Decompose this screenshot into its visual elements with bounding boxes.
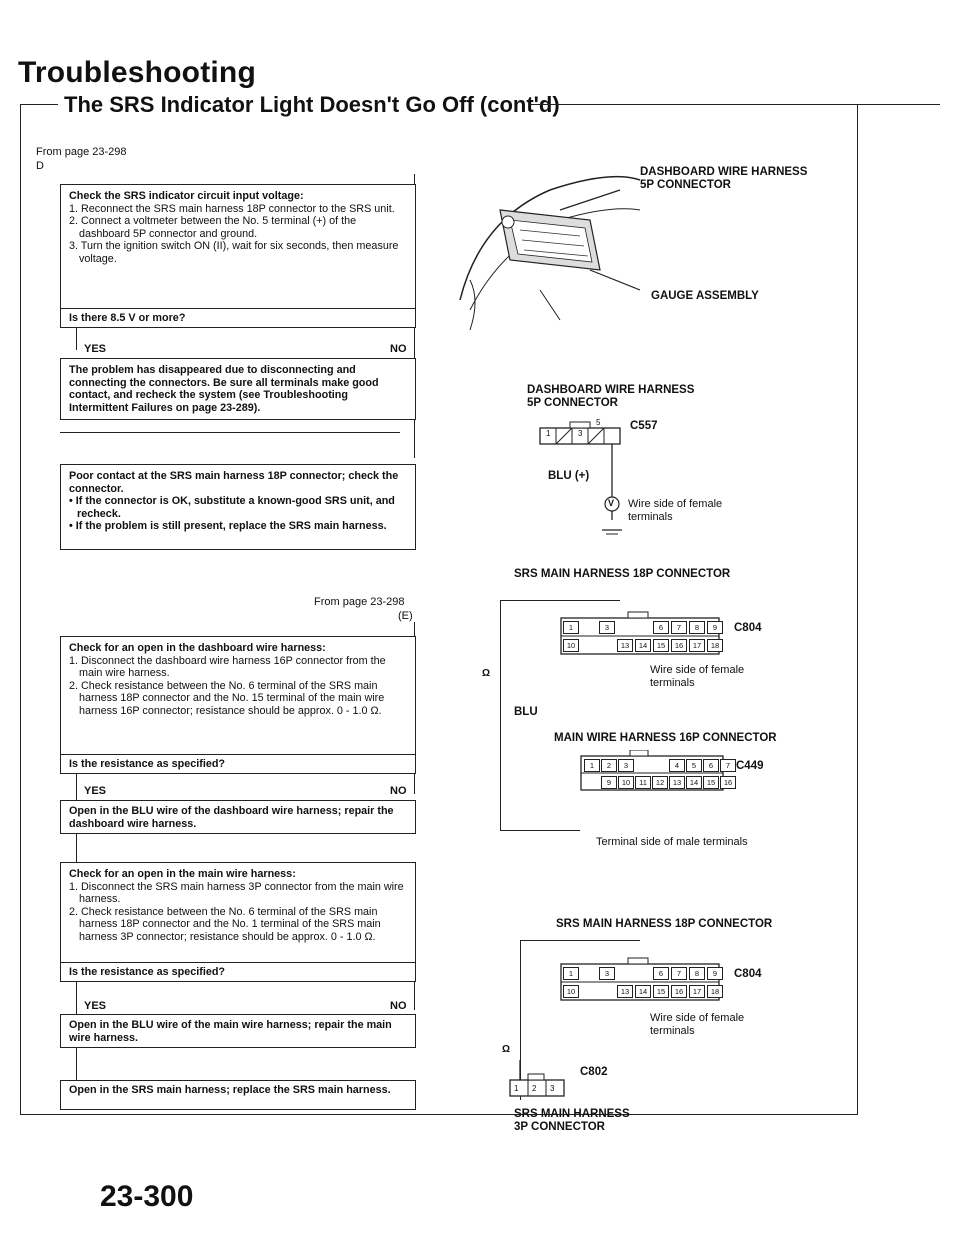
fig3-code2: C449	[736, 760, 764, 772]
no-label-2: NO	[390, 785, 407, 797]
from-page-top-marker: D	[36, 160, 44, 172]
box1-step-3: 3. Turn the ignition switch ON (II), wait for six seconds, then measure voltage.	[69, 240, 399, 265]
box3-lead: Poor contact at the SRS main harness 18P connector; check the connector.	[69, 470, 399, 495]
box4-step-1: 1. Disconnect the dashboard wire harness 16P connector from the main wire harness.	[69, 654, 386, 680]
fig3-pin: 15	[703, 776, 719, 789]
box6-question: Is the resistance as specified?	[61, 962, 415, 981]
box1-step-2: 2. Connect a voltmeter between the No. 5 terminal (+) of the dashboard 5P connector and ground.	[69, 215, 357, 240]
fig3-pin: 12	[652, 776, 668, 789]
fig4-pin: 3	[599, 967, 615, 980]
from-page-top: From page 23-298	[36, 146, 127, 158]
problem-disappeared-box	[60, 358, 416, 420]
replace-srs-harness-box	[60, 1080, 416, 1110]
fig3-pin: 3	[599, 621, 615, 634]
fig2-caption: SRS MAIN HARNESS 18P CONNECTOR	[514, 568, 731, 580]
box6-step-1: 1. Disconnect the SRS main harness 3P connector from the main wire harness.	[69, 880, 404, 906]
flow-line-2	[414, 622, 415, 636]
fig4-pin: 17	[689, 985, 705, 998]
box1-question: Is there 8.5 V or more?	[61, 308, 415, 327]
open-dashboard-wire-box	[60, 800, 416, 834]
box5-text: Open in the BLU wire of the dashboard wire harness; repair the dashboard wire harness.	[69, 805, 394, 830]
fig2-wire: BLU (+)	[548, 470, 590, 482]
fig3-code: C804	[734, 622, 762, 634]
fig3-pin: 5	[686, 759, 702, 772]
fig3-pin: 6	[703, 759, 719, 772]
box3-bullet-1: • If the connector is OK, substitute a known-good SRS unit, and recheck.	[69, 495, 395, 520]
fig3-pin: 18	[707, 639, 723, 652]
no-label-1: NO	[390, 343, 407, 355]
fig4-pin3-2: 2	[532, 1084, 537, 1093]
branch1-line	[76, 328, 77, 350]
fig3-frame	[500, 600, 501, 830]
fig2-meter: V	[608, 498, 615, 508]
branch3-no-line	[414, 982, 415, 1010]
subtitle-rule-right	[530, 104, 940, 105]
fig4-code2: C802	[580, 1066, 608, 1078]
no-label-3: NO	[390, 1000, 407, 1012]
fig3-meter: Ω	[482, 668, 491, 679]
fig4-pin: 13	[617, 985, 633, 998]
fig4-code: C804	[734, 968, 762, 980]
fig3-pin: 10	[563, 639, 579, 652]
fig3-frame-bottom	[500, 830, 580, 831]
fig3-pin: 7	[671, 621, 687, 634]
box4-question: Is the resistance as specified?	[61, 754, 415, 773]
yes-label-1: YES	[84, 343, 107, 355]
box1-title: Check the SRS indicator circuit input voltage:	[69, 190, 304, 202]
fig4-pin: 16	[671, 985, 687, 998]
page-frame-left	[20, 104, 21, 1114]
poor-contact-box	[60, 464, 416, 550]
from-page-mid: From page 23-298	[314, 596, 405, 608]
fig2-pin-3: 3	[578, 429, 583, 438]
fig4-bottom-label: SRS MAIN HARNESS 3P CONNECTOR	[514, 1108, 630, 1133]
page-subtitle: The SRS Indicator Light Doesn't Go Off (cont'd)	[64, 92, 560, 117]
fig4-pin: 10	[563, 985, 579, 998]
fig3-frame-top	[500, 600, 620, 601]
box6-title: Check for an open in the main wire harness:	[69, 868, 296, 880]
dashboard-illustration	[440, 150, 660, 340]
fig4-pin3-3: 3	[550, 1084, 555, 1093]
box3-bullet-2: • If the problem is still present, replace the SRS main harness.	[69, 520, 387, 533]
fig3-pin: 14	[635, 639, 651, 652]
check-main-harness-box	[60, 862, 416, 982]
fig3-pin: 7	[720, 759, 736, 772]
fig3-wire: BLU	[514, 706, 538, 718]
box6-step-2: 2. Check resistance between the No. 6 terminal of the SRS main harness 18P connector and the No. 1 terminal of the SRS main harness 3P connector; resistance should be approx. 0 - 1.0 Ω.	[69, 905, 381, 943]
fig3-pin: 8	[689, 621, 705, 634]
fig2-pin-1: 1	[546, 429, 551, 438]
fig3-pin: 16	[720, 776, 736, 789]
fig3-pin: 13	[669, 776, 685, 789]
subtitle-rule-left	[20, 104, 58, 105]
fig4-side: Wire side of female terminals	[650, 1012, 745, 1037]
fig2-title: DASHBOARD WIRE HARNESS 5P CONNECTOR	[527, 384, 695, 409]
fig4-pin: 14	[635, 985, 651, 998]
page-number: 23-300	[100, 1180, 194, 1213]
box7-text: Open in the BLU wire of the main wire harness; repair the main wire harness.	[69, 1019, 392, 1044]
fig4-caption: SRS MAIN HARNESS 18P CONNECTOR	[556, 918, 773, 930]
check-voltage-box	[60, 184, 416, 328]
box8-text: Open in the SRS main harness; replace the SRS main harness.	[69, 1084, 391, 1096]
fig4-pin3-1: 1	[514, 1084, 519, 1093]
fig3-pin: 1	[584, 759, 600, 772]
fig4-pin: 6	[653, 967, 669, 980]
fig2-code: C557	[630, 420, 658, 432]
fig4-meter: Ω	[502, 1044, 511, 1055]
page-title: Troubleshooting	[18, 56, 256, 89]
fig3-pin: 17	[689, 639, 705, 652]
fig3-male: Terminal side of male terminals	[596, 836, 748, 848]
fig3-pin: 9	[707, 621, 723, 634]
fig3-pin: 11	[635, 776, 651, 789]
branch2-no-line	[414, 774, 415, 794]
fig3-pin: 15	[653, 639, 669, 652]
flow-line	[414, 174, 415, 184]
box2-text: The problem has disappeared due to disconnecting and connecting the connectors. Be sure all terminals make good contact, and recheck the system (see Troubleshooting Intermittent Failures on page 23-289).	[69, 364, 379, 414]
fig3-side: Wire side of female terminals	[650, 664, 745, 689]
check-dashboard-harness-box	[60, 636, 416, 774]
fig2-side: Wire side of female terminals	[628, 498, 723, 523]
fig3-pin: 14	[686, 776, 702, 789]
fig3-pin: 10	[618, 776, 634, 789]
fig4-connector-3p	[508, 1060, 578, 1100]
fig3-pin: 9	[601, 776, 617, 789]
fig1-label-top: DASHBOARD WIRE HARNESS 5P CONNECTOR	[640, 166, 808, 191]
fig3-pin: 2	[601, 759, 617, 772]
fig4-pin: 1	[563, 967, 579, 980]
box4-step-2: 2. Check resistance between the No. 6 terminal of the SRS main harness 18P connector and the No. 15 terminal of the main wire harness 16P connector; resistance should be approx. 0 - 1.0 Ω.	[69, 679, 385, 717]
page-frame-right	[857, 104, 858, 1114]
from-page-mid-marker: (E)	[398, 610, 413, 622]
fig4-pin: 15	[653, 985, 669, 998]
fig1-gauge-label: GAUGE ASSEMBLY	[651, 290, 759, 302]
box4-title: Check for an open in the dashboard wire harness:	[69, 642, 326, 654]
fig4-pin: 8	[689, 967, 705, 980]
fig4-pin: 7	[671, 967, 687, 980]
fig3-pin: 1	[563, 621, 579, 634]
fig4-pin: 18	[707, 985, 723, 998]
fig2-pin-5: 5	[596, 418, 601, 427]
fig4-pin: 9	[707, 967, 723, 980]
fig4-frame-top	[520, 940, 640, 941]
fig3-pin: 13	[617, 639, 633, 652]
fig3-caption: MAIN WIRE HARNESS 16P CONNECTOR	[554, 732, 777, 744]
yes-label-2: YES	[84, 785, 107, 797]
fig3-pin: 6	[653, 621, 669, 634]
fig3-pin: 3	[618, 759, 634, 772]
yes-label-3: YES	[84, 1000, 107, 1012]
box2-foot-rule	[60, 432, 400, 433]
page-frame-bottom	[20, 1114, 858, 1115]
box1-step-1: 1. Reconnect the SRS main harness 18P connector to the SRS unit.	[69, 202, 395, 215]
open-main-wire-box	[60, 1014, 416, 1048]
fig3-pin: 4	[669, 759, 685, 772]
fig3-pin: 16	[671, 639, 687, 652]
